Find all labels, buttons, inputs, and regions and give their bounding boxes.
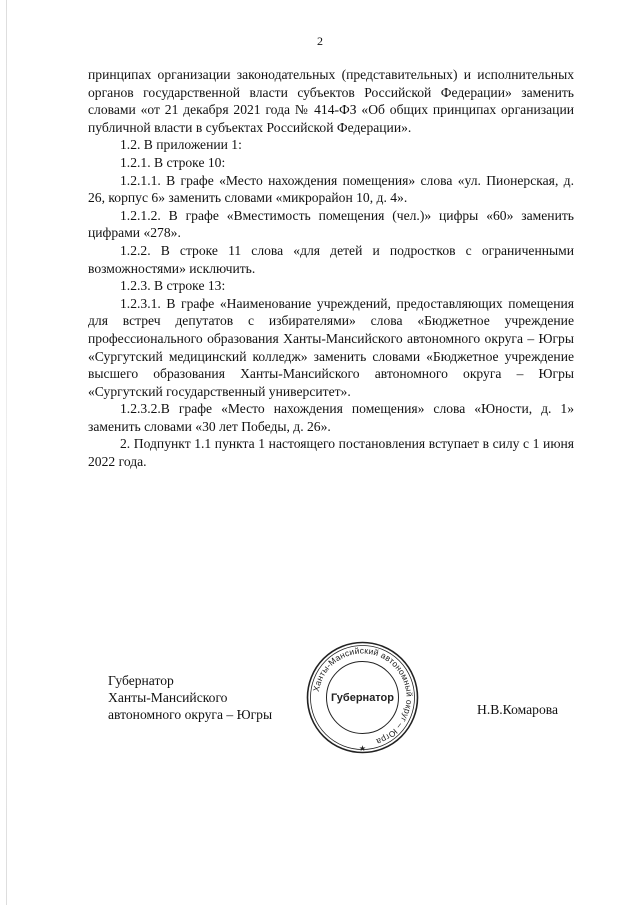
document-body [88, 66, 574, 471]
signer-title-line: Губернатор [108, 673, 174, 688]
seal-star-icon: ★ [358, 744, 367, 753]
paragraph-1-2-1-2: 1.2.1.2. В графе «Вместимость помещения (чел.)» цифры «60» заменить цифрами «278». [88, 207, 574, 241]
paragraph-1-2-3: 1.2.3. В строке 13: [120, 278, 226, 294]
signer-title-line: Ханты-Мансийского [108, 690, 228, 705]
paragraph-1-2: 1.2. В приложении 1: [120, 137, 242, 153]
paragraph-1-2-3-1: 1.2.3.1. В графе «Наименование учреждений, предоставляющих помещения для встреч депутатов с избирателями» слова «Бюджетное учреждение профессионального образования Ханты-Мансийского автономного округа – Югры «Сургутский медицинский колледж» заменить словами «Бюджетное учреждение высшего образования Ханты-Мансийского автономного округа – Югры «Сургутский государственный университет». [88, 295, 574, 399]
paragraph-1-2-3-2: 1.2.3.2.В графе «Место нахождения помещения» слова «Юности, д. 1» заменить словами «30 лет Победы, д. 26». [88, 401, 574, 434]
signer-title [108, 672, 272, 723]
signer-name: Н.В.Комарова [477, 702, 559, 717]
paragraph-1-2-2: 1.2.2. В строке 11 слова «для детей и подростков с ограниченными возможностями» исключить. [88, 242, 574, 276]
signer-title-line: автономного округа – Югры [108, 707, 273, 722]
seal-center-text: Губернатор [330, 692, 395, 704]
paragraph-continuation: принципах организации законодательных (представительных) и исполнительных органов государственной власти субъектов Российской Федерации» заменить словами «от 21 декабря 2021 года № 414-ФЗ «Об общих принципах организации публичной власти в субъектах Российской Федерации». [88, 67, 574, 135]
page-number: 2 [317, 34, 323, 48]
seal-ring-text: Ханты-Мансийский автономный округ – Югра [310, 645, 415, 748]
paragraph-1-2-1-1: 1.2.1.1. В графе «Место нахождения помещения» слова «ул. Пионерская, д. 26, корпус 6» заменить словами «микрорайон 10, д. 4». [88, 172, 574, 206]
scan-edge [6, 0, 7, 905]
paragraph-2: 2. Подпункт 1.1 пункта 1 настоящего постановления вступает в силу с 1 июня 2022 года. [88, 436, 574, 470]
paragraph-1-2-1: 1.2.1. В строке 10: [120, 154, 226, 170]
official-seal [305, 640, 420, 755]
